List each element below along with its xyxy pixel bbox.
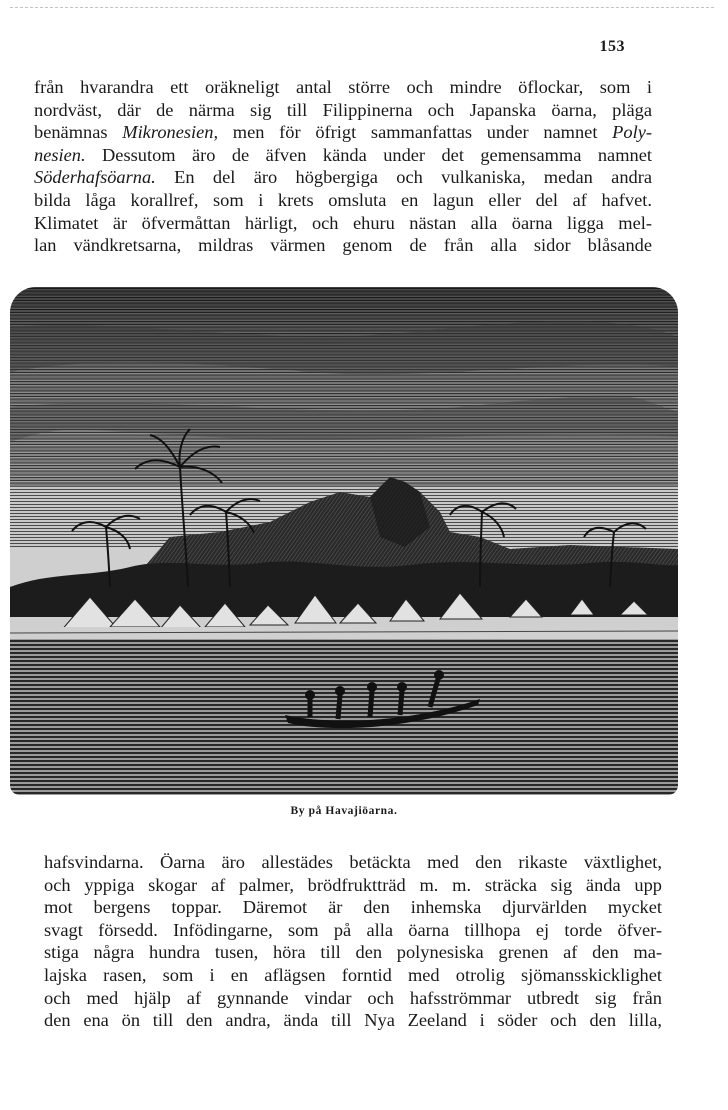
text-segment: En del äro högbergiga och vulkaniska, medan andra (155, 167, 652, 188)
text-line: från hvarandra ett oräkneligt antal större och mindre öflockar, som i (34, 77, 652, 97)
italic-term: Mikronesien, (122, 122, 219, 143)
top-paragraph (34, 76, 652, 257)
text-line: den ena ön till den andra, ända till Nya Zeeland i söder och den lilla, (44, 1010, 662, 1031)
italic-term: Poly- (612, 122, 652, 143)
text-line: bilda låga korallref, som i krets omsluta en lagun eller del af hafvet. (34, 189, 652, 210)
page-top-rule (10, 7, 714, 8)
text-line: mot bergens toppar. Däremot är den inhemska djurvärlden mycket (44, 897, 662, 918)
text-line: svagt försedd. Infödingarne, som på alla öarna tillhopa ej torde öfver- (44, 919, 662, 940)
bottom-paragraph (44, 851, 662, 1032)
text-line: och med hjälp af gynnande vindar och hafsströmmar utbredt sig från (44, 987, 662, 1008)
text-line: lajska rasen, som i en aflägsen forntid med otrolig sjömansskicklighet (44, 964, 662, 985)
text-line: nordväst, där de närma sig till Filippinerna och Japanska öarna, pläga (34, 99, 652, 120)
text-line (34, 121, 652, 144)
italic-term: Söderhafsöarna. (34, 167, 156, 188)
text-segment: men för öfrigt sammanfattas under namnet (218, 122, 613, 143)
engraving-illustration (10, 287, 678, 795)
italic-term: nesien. (34, 144, 86, 165)
text-line (34, 144, 652, 167)
text-line (34, 166, 652, 189)
page-number: 153 (599, 38, 625, 55)
figure-caption: By på Havajiöarna. (290, 805, 398, 817)
village-engraving (10, 287, 678, 795)
text-line: stiga några hundra tusen, höra till den polynesiska grenen af den ma- (44, 942, 662, 963)
text-segment: benämnas (34, 122, 123, 143)
text-segment: Dessutom äro de äfven kända under det gemensamma namnet (85, 144, 652, 165)
text-line: hafsvindarna. Öarna äro allestädes betäckta med den rikaste växtlighet, (44, 852, 662, 872)
text-line: lan vändkretsarna, mildras värmen genom de från alla sidor blåsande (34, 235, 652, 256)
text-line: och yppiga skogar af palmer, brödfruktträd m. m. sträcka sig ända upp (44, 874, 662, 895)
text-line: Klimatet är öfvermåttan härligt, och ehuru nästan alla öarna ligga mel- (34, 212, 652, 233)
